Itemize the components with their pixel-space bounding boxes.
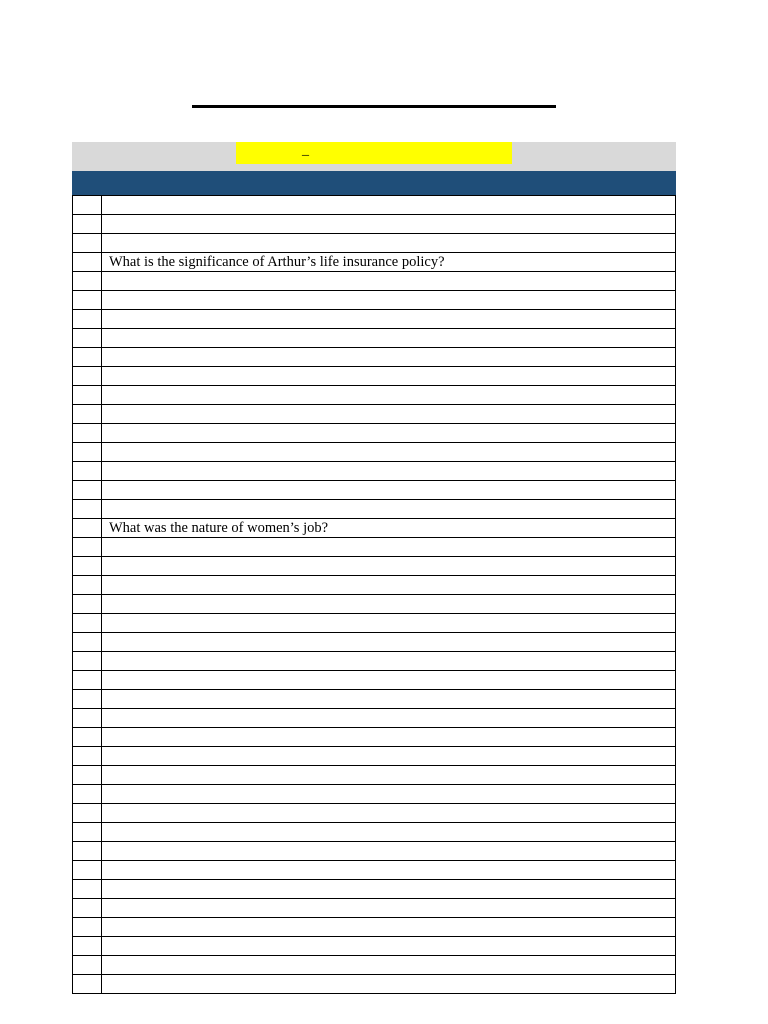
row-number-cell: [73, 690, 102, 708]
table-row: [72, 348, 676, 367]
table-row: [72, 500, 676, 519]
row-text-cell: [102, 272, 675, 290]
table-row: [72, 557, 676, 576]
row-number-cell: [73, 462, 102, 480]
row-text-cell: What was the nature of women’s job?: [109, 520, 329, 536]
row-number-cell: [73, 956, 102, 974]
row-number-cell: [73, 671, 102, 689]
row-text-cell: [102, 899, 675, 917]
table-row: [72, 671, 676, 690]
row-number-cell: [73, 310, 102, 328]
row-text-cell: [102, 348, 675, 366]
row-number-cell: [73, 272, 102, 290]
table-row: [72, 823, 676, 842]
table-row: [72, 386, 676, 405]
row-text-cell: [102, 557, 675, 575]
table-row: [72, 405, 676, 424]
row-text-cell: [102, 196, 675, 214]
table-row: [72, 785, 676, 804]
table-row: [72, 975, 676, 994]
table-row: [72, 956, 676, 975]
row-text-cell: [102, 728, 675, 746]
row-number-cell: [73, 823, 102, 841]
row-number-cell: [73, 861, 102, 879]
table-row: [72, 804, 676, 823]
row-text-cell: [102, 443, 675, 461]
row-number-cell: [73, 405, 102, 423]
table-row: [72, 690, 676, 709]
row-number-cell: [73, 424, 102, 442]
row-text-cell: [102, 709, 675, 727]
row-number-cell: [73, 595, 102, 613]
table-row: [72, 576, 676, 595]
row-text-cell: [102, 329, 675, 347]
row-text-cell: [102, 975, 675, 993]
row-text-cell: [102, 538, 675, 556]
row-number-cell: [73, 291, 102, 309]
row-text-cell: [102, 956, 675, 974]
column-header-bar: [72, 171, 676, 195]
row-number-cell: [73, 348, 102, 366]
row-text-cell: [102, 500, 675, 518]
table-row: [72, 462, 676, 481]
row-number-cell: [73, 747, 102, 765]
row-text-cell: [102, 405, 675, 423]
row-number-cell: [73, 652, 102, 670]
row-text-cell: [102, 690, 675, 708]
row-text-cell: [102, 823, 675, 841]
row-number-cell: [73, 500, 102, 518]
row-number-cell: [73, 766, 102, 784]
table-row: [72, 310, 676, 329]
row-number-cell: [73, 576, 102, 594]
row-number-cell: [73, 234, 102, 252]
row-number-cell: [73, 196, 102, 214]
table-row: [72, 519, 676, 538]
row-text-cell: [102, 785, 675, 803]
row-text-cell: What is the significance of Arthur’s life insurance policy?: [109, 254, 445, 270]
row-text-cell: [102, 291, 675, 309]
row-text-cell: [102, 766, 675, 784]
row-text-cell: [102, 367, 675, 385]
row-number-cell: [73, 386, 102, 404]
row-text-cell: [102, 234, 675, 252]
row-text-cell: [102, 652, 675, 670]
table-row: [72, 633, 676, 652]
row-number-cell: [73, 842, 102, 860]
row-number-cell: [73, 918, 102, 936]
row-text-cell: [102, 633, 675, 651]
table-row: [72, 234, 676, 253]
table-row: [72, 861, 676, 880]
row-text-cell: [102, 424, 675, 442]
row-number-cell: [73, 481, 102, 499]
row-number-cell: [73, 880, 102, 898]
row-text-cell: [102, 310, 675, 328]
row-number-cell: [73, 443, 102, 461]
row-number-cell: [73, 975, 102, 993]
table-row: [72, 728, 676, 747]
table-row: [72, 652, 676, 671]
row-text-cell: [102, 481, 675, 499]
row-number-cell: [73, 215, 102, 233]
row-number-cell: [73, 785, 102, 803]
table-row: [72, 880, 676, 899]
table-row: [72, 614, 676, 633]
table-row: [72, 766, 676, 785]
table-row: [72, 899, 676, 918]
row-number-cell: [73, 804, 102, 822]
table-row: [72, 329, 676, 348]
table-row: [72, 253, 676, 272]
worksheet-table: [72, 195, 676, 994]
table-row: [72, 709, 676, 728]
table-row: [72, 937, 676, 956]
row-text-cell: [102, 861, 675, 879]
row-text-cell: [102, 576, 675, 594]
row-text-cell: [102, 595, 675, 613]
table-row: [72, 272, 676, 291]
table-row: [72, 481, 676, 500]
row-text-cell: [102, 804, 675, 822]
row-number-cell: [73, 614, 102, 632]
table-row: [72, 291, 676, 310]
table-row: [72, 367, 676, 386]
table-row: [72, 747, 676, 766]
row-text-cell: [102, 386, 675, 404]
row-number-cell: [73, 519, 102, 537]
table-row: [72, 538, 676, 557]
row-text-cell: [102, 614, 675, 632]
title-underline: [192, 105, 556, 108]
row-number-cell: [73, 633, 102, 651]
table-row: [72, 842, 676, 861]
row-text-cell: [102, 937, 675, 955]
highlight-text: _: [302, 143, 309, 158]
row-number-cell: [73, 899, 102, 917]
table-row: [72, 443, 676, 462]
row-number-cell: [73, 709, 102, 727]
row-text-cell: [102, 671, 675, 689]
table-row: [72, 424, 676, 443]
table-row: [72, 196, 676, 215]
row-number-cell: [73, 253, 102, 271]
row-text-cell: [102, 880, 675, 898]
row-number-cell: [73, 557, 102, 575]
row-text-cell: [102, 462, 675, 480]
table-row: [72, 595, 676, 614]
row-text-cell: [102, 747, 675, 765]
row-text-cell: [102, 215, 675, 233]
row-number-cell: [73, 728, 102, 746]
header-band: [72, 142, 676, 171]
row-text-cell: [102, 918, 675, 936]
table-row: [72, 215, 676, 234]
row-number-cell: [73, 937, 102, 955]
row-text-cell: [102, 842, 675, 860]
row-number-cell: [73, 329, 102, 347]
table-row: [72, 918, 676, 937]
highlighted-title-cell: [236, 142, 512, 164]
row-number-cell: [73, 367, 102, 385]
row-number-cell: [73, 538, 102, 556]
